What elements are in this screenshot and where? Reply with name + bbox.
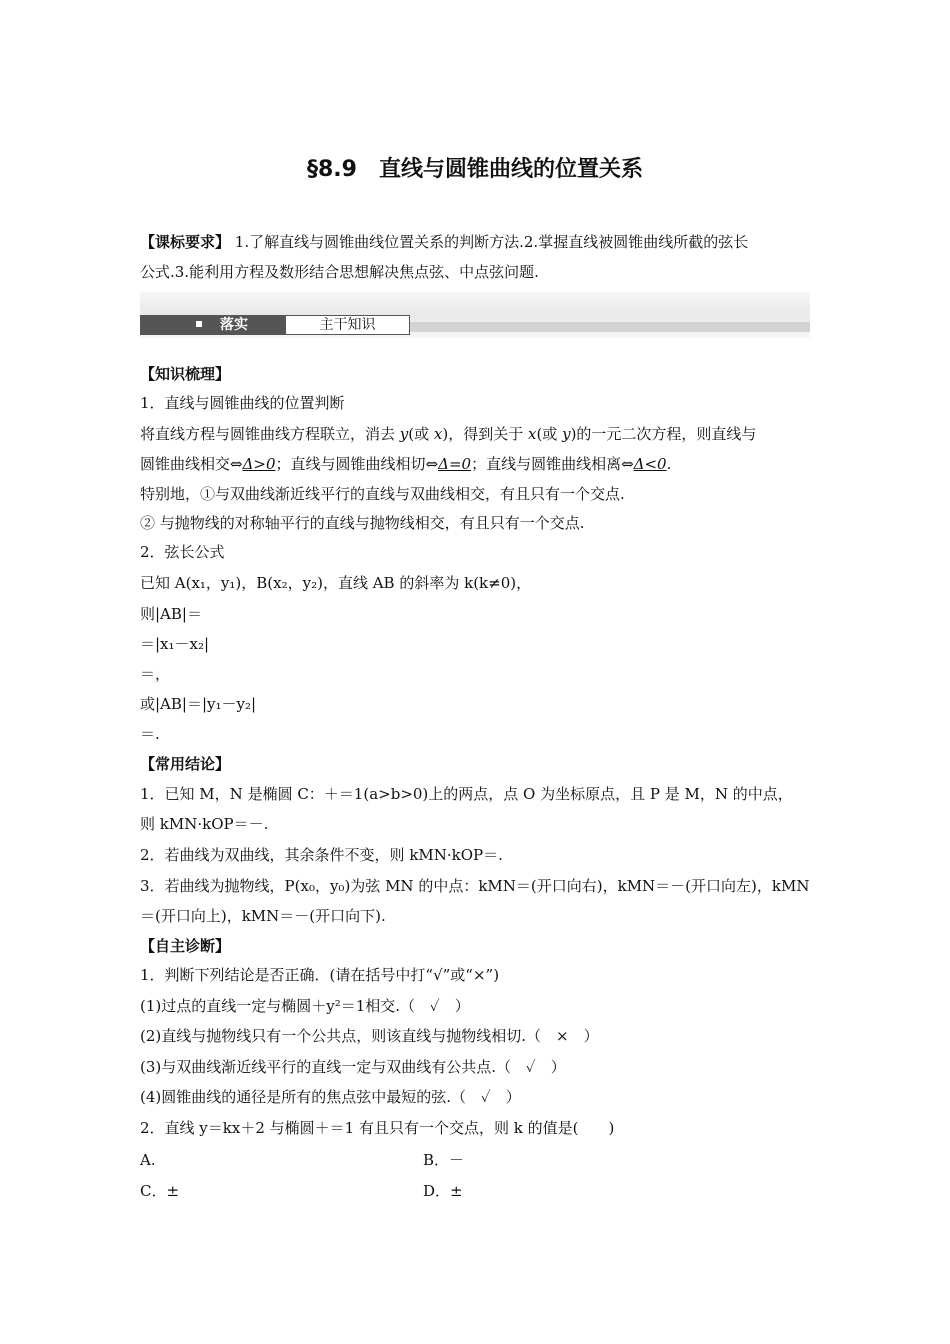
diagnosis-item: (4)圆锥曲线的通径是所有的焦点弦中最短的弦.（ ✓ ）: [140, 1088, 521, 1106]
option-d: D．±: [423, 1182, 463, 1200]
section-banner: [140, 292, 810, 338]
diagnosis-q1: 1．判断下列结论是否正确．(请在括号中打“√”或“×”): [140, 966, 500, 984]
diagnosis-q2: 2．直线 y＝kx＋2 与椭圆＋＝1 有且只有一个交点，则 k 的值是( ): [140, 1119, 615, 1137]
knowledge-header: 【知识梳理】: [140, 365, 231, 383]
section-number: §8.9: [307, 157, 357, 182]
conclusion-1-line-1: 1．已知 M，N 是椭圆 C：＋＝1(a>b>0)上的两点，点 O 为坐标原点，且 P 是 M，N 的中点，: [140, 785, 793, 803]
diagnosis-header: 【自主诊断】: [140, 937, 231, 955]
option-c: C．±: [140, 1182, 180, 1200]
knowledge-s2-p5: 或|AB|＝|y₁－y₂|: [140, 695, 257, 713]
requirements-line-1: 【课标要求】 1.了解直线与圆锥曲线位置关系的判断方法.2.掌握直线被圆锥曲线所截的弦长: [140, 233, 749, 251]
conclusion-3-line-1: 3．若曲线为抛物线，P(x₀，y₀)为弦 MN 的中点：kMN＝(开口向右)，kMN＝－(开口向左)，kMN: [140, 877, 810, 895]
banner-bar: [410, 322, 810, 332]
knowledge-s2-p4: ＝，: [140, 665, 171, 683]
knowledge-s1-title: 1．直线与圆锥曲线的位置判断: [140, 394, 345, 412]
section-title: 直线与圆锥曲线的位置关系: [378, 157, 643, 182]
conclusion-3-line-2: ＝(开口向上)，kMN＝－(开口向下).: [140, 907, 386, 925]
conclusion-2: 2．若曲线为双曲线，其余条件不变，则 kMN·kOP＝.: [140, 846, 503, 864]
knowledge-s2-p6: ＝.: [140, 725, 160, 743]
knowledge-s2-p2: 则|AB|＝: [140, 605, 202, 623]
banner-tag: 落实: [140, 315, 285, 335]
page-title: [0, 152, 950, 183]
knowledge-s1-p2: 圆锥曲线相交⇔Δ>0；直线与圆锥曲线相切⇔Δ=0；直线与圆锥曲线相离⇔Δ<0.: [140, 455, 672, 473]
knowledge-s2-title: 2．弦长公式: [140, 543, 225, 561]
knowledge-s2-p1: 已知 A(x₁，y₁)，B(x₂，y₂)，直线 AB 的斜率为 k(k≠0)，: [140, 574, 532, 592]
knowledge-s1-p1: 将直线方程与圆锥曲线方程联立，消去 y(或 x)，得到关于 x(或 y)的一元二次方程，则直线与: [140, 425, 757, 443]
conclusions-header: 【常用结论】: [140, 755, 231, 773]
diagnosis-item: (2)直线与抛物线只有一个公共点，则该直线与抛物线相切.（ × ）: [140, 1027, 599, 1045]
banner-label: 主干知识: [285, 315, 410, 335]
knowledge-s1-p3: 特别地，①与双曲线渐近线平行的直线与双曲线相交，有且只有一个交点.: [140, 485, 625, 503]
option-b: B．－: [423, 1151, 465, 1169]
requirements-line-2: 公式.3.能利用方程及数形结合思想解决焦点弦、中点弦问题.: [140, 263, 539, 281]
knowledge-s2-p3: ＝|x₁－x₂|: [140, 635, 210, 653]
diagnosis-item: (1)过点的直线一定与椭圆＋y²＝1相交.（ ✓ ）: [140, 997, 470, 1015]
conclusion-1-line-2: 则 kMN·kOP＝－.: [140, 815, 269, 833]
diagnosis-item: (3)与双曲线渐近线平行的直线一定与双曲线有公共点.（ ✓ ）: [140, 1058, 566, 1076]
requirements-label: 【课标要求】: [140, 233, 231, 251]
knowledge-s1-p4: ② 与抛物线的对称轴平行的直线与抛物线相交，有且只有一个交点.: [140, 514, 585, 532]
square-icon: [196, 321, 202, 327]
option-a: A.: [140, 1151, 156, 1169]
